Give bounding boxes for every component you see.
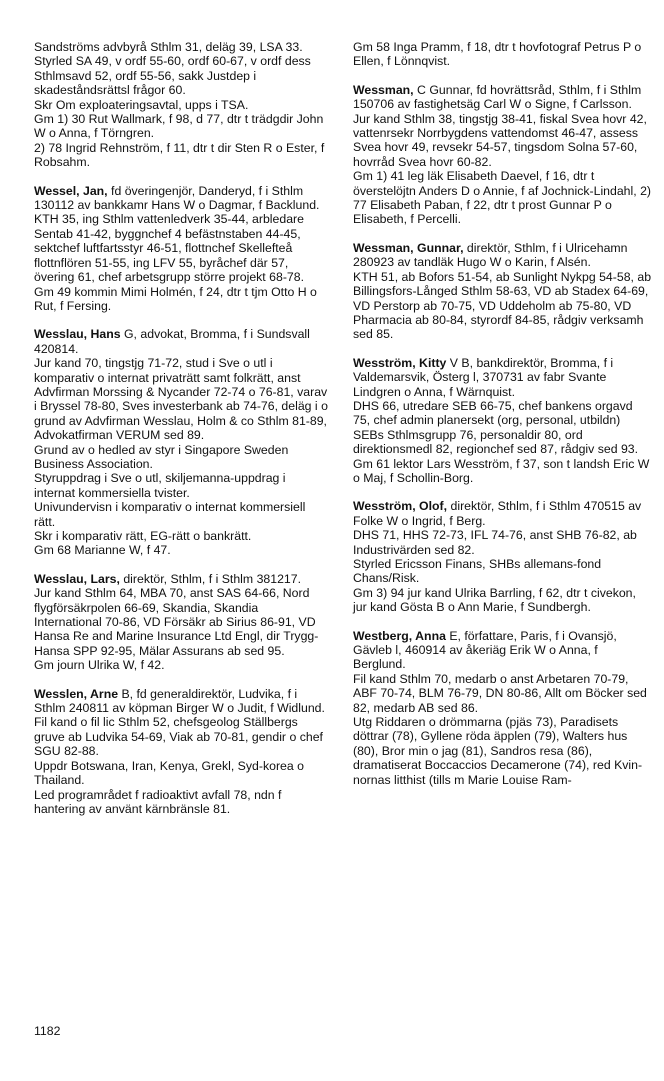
- entry-paragraph: Univundervisn i komparativ o internat kommersiell rätt.: [34, 500, 306, 529]
- entry-paragraph: Styrled Ericsson Finans, SHBs allemans-fond Chans/Risk.: [353, 557, 602, 586]
- entry-heading: [34, 687, 328, 716]
- biography-entry: [353, 241, 653, 342]
- entry-paragraph: Fil kand o fil lic Sthlm 52, chefsgeolog Ställbergs gruve ab Ludvika 54-69, Viak ab 70-81, gendir o chef SGU 82-88.: [34, 715, 323, 759]
- person-name: Wesström, Kitty: [353, 355, 447, 370]
- entry-paragraph: Jur kand 70, tingstjg 71-72, stud i Sve o utl i komparativ o internat privaträtt samt folkrätt, anst Advfirman Morssing & Nycander 72-74 o 76-81, varav i Bryssel 78-80, Sves investerbank ab 74-76, deläg i o grund av Advfirman Wesslau, Holm & co Sthlm 81-89, Advokatfirman VERUM sed 89.: [34, 356, 328, 443]
- entry-paragraph: Jur kand Sthlm 64, MBA 70, anst SAS 64-66, Nord flygförsäkrpolen 66-69, Skandia, Skandia International 70-86, VD Försäkr ab Sirius 86-91, VD Hansa Re and Marine Insurance Ltd Engl, dir Trygg-Hansa SPP 92-95, Mälar Assurans ab sed 95.: [34, 586, 319, 658]
- entry-intro: C Gunnar, fd hovrättsråd, Sthlm, f i Sthlm 150706 av fastighetsäg Carl W o Signe, f Carlsson.: [353, 82, 642, 112]
- entry-paragraph: Utg Riddaren o drömmarna (pjäs 73), Paradisets döttrar (78), Gyllene röda äpplen (79), Walters hus (80), Bror min o jag (81), Sandros resa (86), dramatiserat Boccaccios Decamerone (74), red Kvin-nornas litthist (tills m Marie Louise Ram-: [353, 715, 643, 787]
- entry-heading: [34, 572, 328, 586]
- entry-paragraph: Skr Om exploateringsavtal, upps i TSA.: [34, 97, 249, 112]
- biography-entry: [34, 572, 328, 673]
- entry-paragraph: DHS 66, utredare SEB 66-75, chef bankens orgavd 75, chef admin planersekt (org, personal, utbildn) SEBs Sthlmsgrupp 76, personaldir 80, ord direktionsmedl 82, regionchef sed 87, rådgiv sed 93.: [353, 398, 639, 457]
- entry-intro: B, fd generaldirektör, Ludvika, f i Sthlm 240811 av köpman Birger W o Judit, f Widlund.: [34, 686, 325, 716]
- person-name: Wessel, Jan,: [34, 183, 108, 198]
- entry-paragraph: Gm 3) 94 jur kand Ulrika Barrling, f 62, dtr t civekon, jur kand Gösta B o Ann Marie, f Sundbergh.: [353, 585, 636, 615]
- entry-paragraph: Skr i komparativ rätt, EG-rätt o bankrätt.: [34, 529, 252, 543]
- entry-intro: direktör, Sthlm, f i Ulricehamn 280923 av tandläk Hugo W o Karin, f Alsén.: [353, 240, 628, 270]
- entry-heading: [34, 327, 328, 356]
- entry-intro: G, advokat, Bromma, f i Sundsvall 420814.: [34, 327, 310, 356]
- entry-paragraph: Uppdr Botswana, Iran, Kenya, Grekl, Syd-korea o Thailand.: [34, 758, 304, 788]
- biography-entry: [353, 356, 653, 486]
- person-name: Wesström, Olof,: [353, 499, 448, 514]
- biography-entry: [34, 327, 328, 558]
- biography-entry: [353, 83, 653, 227]
- left-column: [34, 40, 328, 830]
- entry-paragraph: Gm 68 Marianne W, f 47.: [34, 543, 171, 558]
- entry-intro: fd överingenjör, Danderyd, f i Sthlm 130112 av bankkamr Hans W o Dagmar, f Backlund.: [34, 183, 320, 213]
- entry-paragraph: Gm 61 lektor Lars Wesström, f 37, son t landsh Eric W o Maj, f Schollin-Borg.: [353, 456, 650, 485]
- entry-paragraph: 2) 78 Ingrid Rehnström, f 11, dtr t dir Sten R o Ester, f Robsahm.: [34, 140, 325, 170]
- entry-intro: E, författare, Paris, f i Ovansjö, Gävleb l, 460914 av åkeriäg Erik W o Anna, f Berglund.: [353, 628, 617, 672]
- biography-entry: [34, 184, 328, 314]
- entry-paragraph: Jur kand Sthlm 38, tingstjg 38-41, fiskal Svea hovr 42, vattenrsekr Norrbygdens vattendomst 46-47, assess Svea hovr 49, revsekr 54-57, tingsdom Solna 57-60, hovrråd Svea hovr 60-82.: [353, 111, 647, 169]
- entry-paragraph: Sandströms advbyrå Sthlm 31, deläg 39, LSA 33.: [34, 40, 303, 54]
- entry-intro: direktör, Sthlm, f i Sthlm 470515 av Folke W o Ingrid, f Berg.: [353, 499, 642, 528]
- entry-paragraph: Styrled SA 49, v ordf 55-60, ordf 60-67, v ordf dess Sthlmsavd 52, ordf 55-56, sakk Justdep i skadeståndsrättsl frågor 60.: [34, 54, 311, 98]
- entry-paragraph: KTH 51, ab Bofors 51-54, ab Sunlight Nykpg 54-58, ab Billingsfors-Långed Sthlm 58-63, VD ab Stadex 64-69, VD Perstorp ab 70-75, VD Uddeholm ab 75-80, VD Pharmacia ab 80-84, styrordf 84-85, rådgiv verksamh sed 85.: [353, 269, 652, 342]
- biography-entry: [353, 499, 653, 614]
- entry-paragraph: Gm 1) 30 Rut Wallmark, f 98, d 77, dtr t trädgdir John W o Anna, f Törngren.: [34, 112, 324, 141]
- entry-heading: [34, 184, 328, 213]
- person-name: Westberg, Anna: [353, 628, 446, 643]
- person-name: Wesslau, Lars,: [34, 571, 120, 586]
- entry-heading: [353, 499, 653, 528]
- entry-paragraph: Gm 58 Inga Pramm, f 18, dtr t hovfotograf Petrus P o Ellen, f Lönnqvist.: [353, 40, 642, 69]
- entry-paragraph: Grund av o hedled av styr i Singapore Sweden Business Association.: [34, 442, 289, 471]
- biography-entry: [353, 629, 653, 787]
- entry-paragraph: Gm 49 kommin Mimi Holmén, f 24, dtr t tjm Otto H o Rut, f Fersing.: [34, 284, 317, 313]
- entry-paragraph: Led programrådet f radioaktivt avfall 78, ndn f hantering av använt kärnbränsle 81.: [34, 787, 282, 816]
- entry-heading: [353, 629, 653, 672]
- page-number: 1182: [34, 1024, 61, 1038]
- biography-entry: [34, 40, 328, 170]
- entry-paragraph: DHS 71, HHS 72-73, IFL 74-76, anst SHB 76-82, ab Industrivärden sed 82.: [353, 528, 637, 557]
- entry-paragraph: Gm 1) 41 leg läk Elisabeth Daevel, f 16, dtr t överstelöjtn Anders D o Annie, f af Jochnick-Lindahl, 2) 77 Elisabeth Paban, f 22, dtr t prost Gunnar P o Elisabeth, f Percelli.: [353, 169, 652, 227]
- entry-heading: [353, 83, 653, 112]
- entry-intro: direktör, Sthlm, f i Sthlm 381217.: [119, 571, 302, 586]
- entry-heading: [353, 241, 653, 270]
- person-name: Wessman,: [353, 82, 414, 97]
- person-name: Wessman, Gunnar,: [353, 240, 464, 255]
- entry-heading: [353, 356, 653, 399]
- entry-paragraph: Styruppdrag i Sve o utl, skiljemanna-uppdrag i internat kommersiella tvister.: [34, 471, 286, 500]
- entry-intro: V B, bankdirektör, Bromma, f i Valdemarsvik, Österg l, 370731 av fabr Svante Lindgren o Anna, f Wärnquist.: [353, 355, 614, 399]
- entry-paragraph: Fil kand Sthlm 70, medarb o anst Arbetaren 70-79, ABF 70-74, BLM 76-79, DN 80-86, Allt om Böcker sed 82, medarb AB sed 86.: [353, 671, 647, 715]
- entry-paragraph: Gm journ Ulrika W, f 42.: [34, 658, 165, 673]
- person-name: Wesslau, Hans: [34, 327, 121, 342]
- entry-paragraph: KTH 35, ing Sthlm vattenledverk 35-44, arbledare Sentab 41-42, byggnchef 4 befästnstaben 44-45, sektchef luftfartsstyr 46-51, flottnchef Skellefteå flottnflören 51-55, ing LFV 55, byråchef där 57, övering 61, chef arbetsgrupp större projekt 68-78.: [34, 212, 305, 285]
- biography-entry: [34, 687, 328, 817]
- biography-entry: [353, 40, 653, 69]
- right-column: [353, 40, 653, 801]
- person-name: Wesslen, Arne: [34, 686, 119, 701]
